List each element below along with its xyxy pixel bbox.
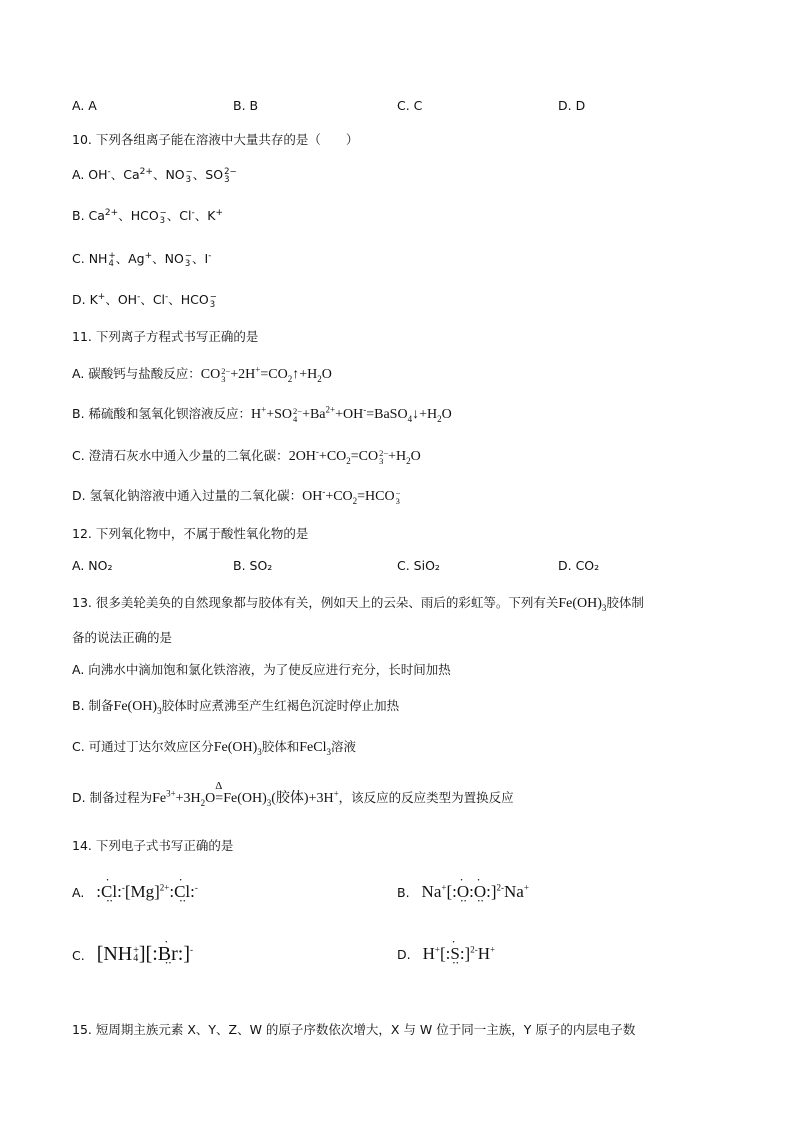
q12-option-c[interactable]: C. SiO₂ bbox=[397, 558, 440, 573]
q12-stem: 12. 下列氧化物中，不属于酸性氧化物的是 bbox=[72, 526, 309, 541]
q10-option-b[interactable]: B. $Ca^{2+}$、HCO − 3 、Cl-、K+ bbox=[72, 207, 223, 226]
q15-stem: 15. 短周期主族元素 X、Y、Z、W 的原子序数依次增大，X 与 W 位于同一主族，Y 原子的内层电子数 bbox=[72, 1022, 636, 1037]
q13-stem-line2: 备的说法正确的是 bbox=[72, 630, 173, 645]
q9-option-c[interactable]: C. C bbox=[397, 98, 423, 113]
q11-option-b[interactable]: B. 稀硫酸和氢氧化钡溶液反应：H++SO 2− 4 $+Ba^{2+}+OH^-=BaSO_4↓+H_2O$ bbox=[72, 404, 452, 424]
q11-stem: 11. 下列离子方程式书写正确的是 bbox=[72, 329, 259, 344]
q12-option-a[interactable]: A. NO₂ bbox=[72, 558, 113, 573]
q10-stem: 10. 下列各组离子能在溶液中大量共存的是（ ） bbox=[72, 132, 359, 147]
q13-option-c[interactable]: C. 可通过丁达尔效应区分$Fe(OH)_3$胶体和FeCl$_3$溶液 bbox=[72, 739, 356, 757]
q10-option-a[interactable]: A. OH-、$Ca^{2+}$、NO − 3 、SO 2− 3 bbox=[72, 166, 237, 185]
q14-stem: 14. 下列电子式书写正确的是 bbox=[72, 838, 234, 853]
q12-option-d[interactable]: D. CO₂ bbox=[558, 558, 600, 573]
q9-option-a[interactable]: A. A bbox=[72, 98, 97, 113]
q10-option-d[interactable]: D. K+、OH-、Cl-、HCO − 3 bbox=[72, 291, 217, 310]
q9-option-b[interactable]: B. B bbox=[233, 98, 259, 113]
q9-option-d[interactable]: D. D bbox=[558, 98, 586, 113]
q14-option-b[interactable]: B. Na+[:· O ··:· O ··:]$^{2-}$Na+ bbox=[397, 884, 529, 901]
q11-option-c[interactable]: C. 澄清石灰水中通入少量的二氧化碳：$2OH^-+CO_2=CO$ 2− 3 $+H_2O$ bbox=[72, 446, 421, 466]
q14-option-a[interactable]: A. :· $Cl \cdot\cdot:^-[Mg]^{2+}:\cdot Cl$ ··:- bbox=[72, 884, 198, 901]
q13-option-a[interactable]: A. 向沸水中滴加饱和氯化铁溶液，为了使反应进行充分，长时间加热 bbox=[72, 662, 451, 677]
q11-option-a[interactable]: A. 碳酸钙与盐酸反应：CO 2− 3 $+2H^+=CO_2↑+H_2O$ bbox=[72, 364, 332, 384]
q11-option-d[interactable]: D. 氢氧化钠溶液中通入过量的二氧化碳：$OH^-+CO_2=HCO$ − 3 bbox=[72, 486, 401, 506]
q14-option-c[interactable]: C. [NH + 4 ][:· Br ··:]- bbox=[72, 946, 193, 964]
q13-stem-line1: 13. 很多美轮美奂的自然现象都与胶体有关，例如天上的云朵、雨后的彩虹等。下列有关$Fe(OH)_3$胶体制 bbox=[72, 595, 644, 613]
q12-option-b[interactable]: B. SO₂ bbox=[233, 558, 273, 573]
q13-option-d[interactable]: D. 制备过程为$Fe^{3+}+3H_2O=$ Δ $Fe(OH)_3$(胶体)+3H+，该反应的反应类型为置换反应 bbox=[72, 780, 514, 808]
q14-option-d[interactable]: D. H+[:· S ··:]$^{2-}$H+ bbox=[397, 946, 495, 963]
q10-option-c[interactable]: C. NH + 4 、Ag+、NO − 3 、I- bbox=[72, 250, 212, 269]
q13-option-b[interactable]: B. 制备$Fe(OH)_3$胶体时应煮沸至产生红褐色沉淀时停止加热 bbox=[72, 698, 400, 716]
